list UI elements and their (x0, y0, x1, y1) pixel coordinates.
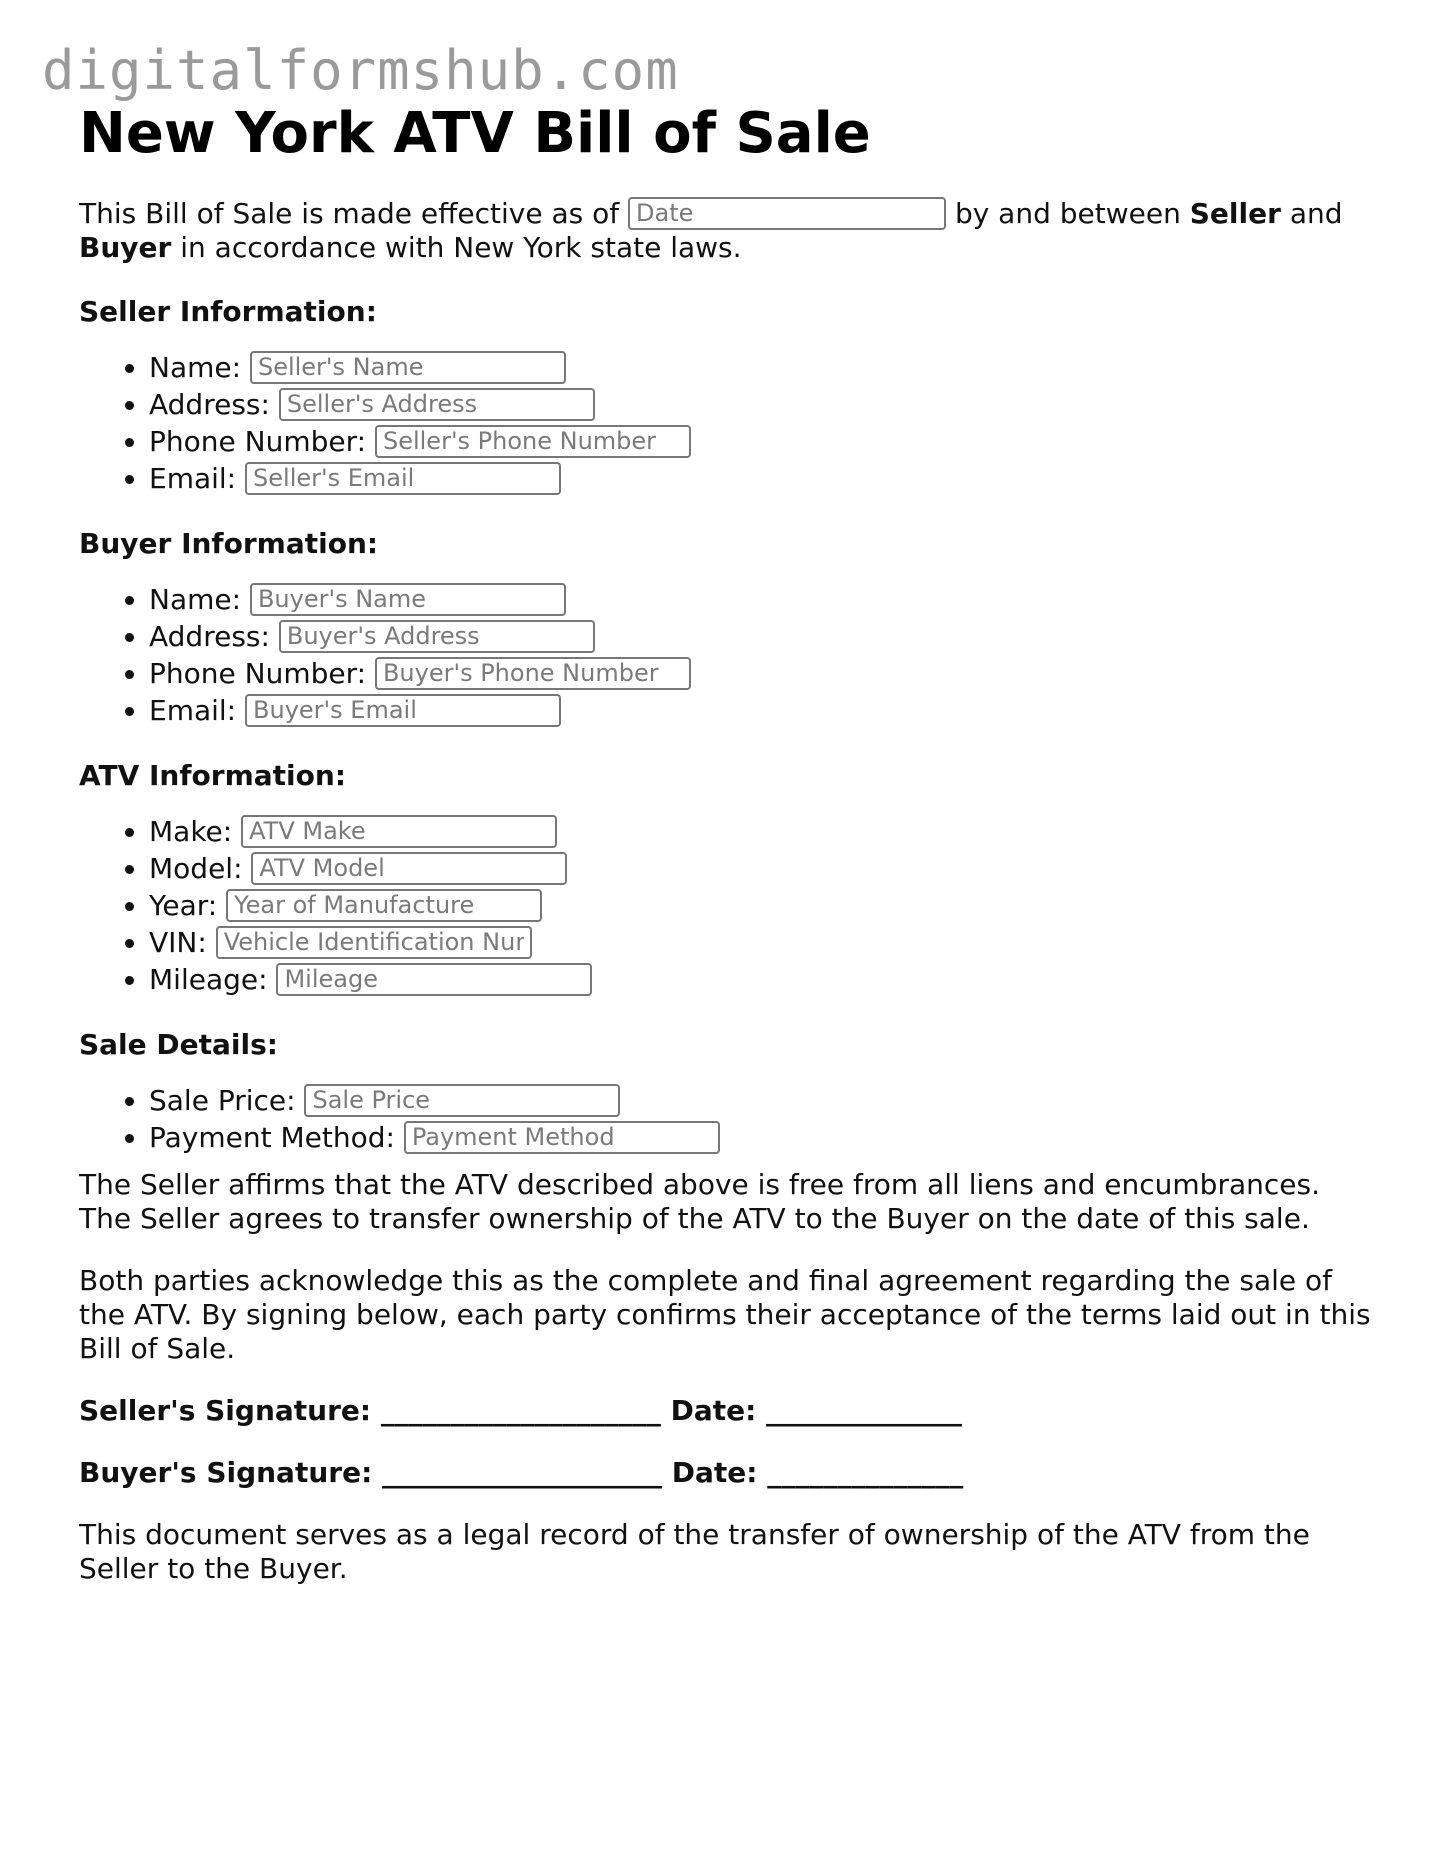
intro-buyer-word: Buyer (79, 231, 172, 265)
field-label: Name: (149, 583, 242, 617)
field-label: Phone Number: (149, 657, 367, 691)
intro-seller-word: Seller (1189, 197, 1281, 231)
watermark: digitalformshub.com (42, 39, 679, 102)
buyer-phone-input[interactable] (375, 657, 691, 690)
seller-address-input[interactable] (279, 388, 595, 421)
seller-info-heading: Seller Information: (79, 295, 377, 329)
atv-info-heading: ATV Information: (79, 759, 347, 793)
intro-text-1: This Bill of Sale is made effective as of (79, 197, 620, 231)
list-item (149, 850, 1379, 887)
field-label: Email: (149, 462, 237, 496)
atv-make-input[interactable] (241, 815, 557, 848)
effective-date-input[interactable] (628, 197, 946, 230)
payment-method-input[interactable] (404, 1121, 720, 1154)
page-title: New York ATV Bill of Sale (79, 101, 871, 166)
list-item (149, 1119, 1379, 1156)
list-item (149, 692, 1379, 729)
list-item (149, 386, 1379, 423)
field-label: Address: (149, 620, 270, 654)
field-label: Model: (149, 852, 243, 886)
field-label: Name: (149, 351, 242, 385)
field-label: Payment Method: (149, 1121, 395, 1155)
atv-vin-input[interactable] (216, 926, 532, 959)
sale-details-heading: Sale Details: (79, 1028, 278, 1062)
atv-mileage-input[interactable] (276, 963, 592, 996)
list-item (149, 655, 1379, 692)
legal-record-paragraph: This document serves as a legal record of the transfer of ownership of the ATV from the Seller to the Buyer. (79, 1518, 1310, 1586)
buyer-signature-line: Buyer's Signature: ____________________ Date: ______________ (79, 1456, 964, 1490)
field-label: VIN: (149, 926, 207, 960)
buyer-info-list (79, 581, 1379, 729)
field-label: Year: (149, 889, 218, 923)
seller-name-input[interactable] (250, 351, 566, 384)
list-item (149, 581, 1379, 618)
list-item (149, 813, 1379, 850)
seller-signature-line: Seller's Signature: ____________________ Date: ______________ (79, 1394, 963, 1428)
intro-text-3: in accordance with New York state laws. (180, 231, 742, 265)
document-body (79, 100, 1379, 1614)
list-item (149, 924, 1379, 961)
intro-and-word: and (1289, 197, 1343, 231)
field-label: Make: (149, 815, 233, 849)
atv-info-list (79, 813, 1379, 998)
list-item (149, 961, 1379, 998)
list-item (149, 423, 1379, 460)
list-item (149, 349, 1379, 386)
buyer-name-input[interactable] (250, 583, 566, 616)
seller-info-list (79, 349, 1379, 497)
buyer-email-input[interactable] (245, 694, 561, 727)
field-label: Email: (149, 694, 237, 728)
seller-phone-input[interactable] (375, 425, 691, 458)
sale-price-input[interactable] (304, 1084, 620, 1117)
atv-model-input[interactable] (251, 852, 567, 885)
field-label: Address: (149, 388, 270, 422)
agreement-paragraph: Both parties acknowledge this as the complete and final agreement regarding the sale of the ATV. By signing below, each party confirms their acceptance of the terms laid out in this Bill of Sale. (79, 1264, 1371, 1366)
intro-paragraph (79, 197, 1379, 265)
field-label: Mileage: (149, 963, 268, 997)
sale-details-list (79, 1082, 1379, 1156)
atv-year-input[interactable] (226, 889, 542, 922)
list-item (149, 460, 1379, 497)
list-item (149, 618, 1379, 655)
buyer-info-heading: Buyer Information: (79, 527, 379, 561)
seller-email-input[interactable] (245, 462, 561, 495)
buyer-address-input[interactable] (279, 620, 595, 653)
intro-text-2: by and between (954, 197, 1181, 231)
liens-paragraph: The Seller affirms that the ATV described above is free from all liens and encumbrances. The Seller agrees to transfer ownership of the ATV to the Buyer on the date of this sale. (79, 1168, 1320, 1236)
spacer (79, 1156, 1379, 1168)
list-item (149, 887, 1379, 924)
list-item (149, 1082, 1379, 1119)
field-label: Sale Price: (149, 1084, 296, 1118)
field-label: Phone Number: (149, 425, 367, 459)
